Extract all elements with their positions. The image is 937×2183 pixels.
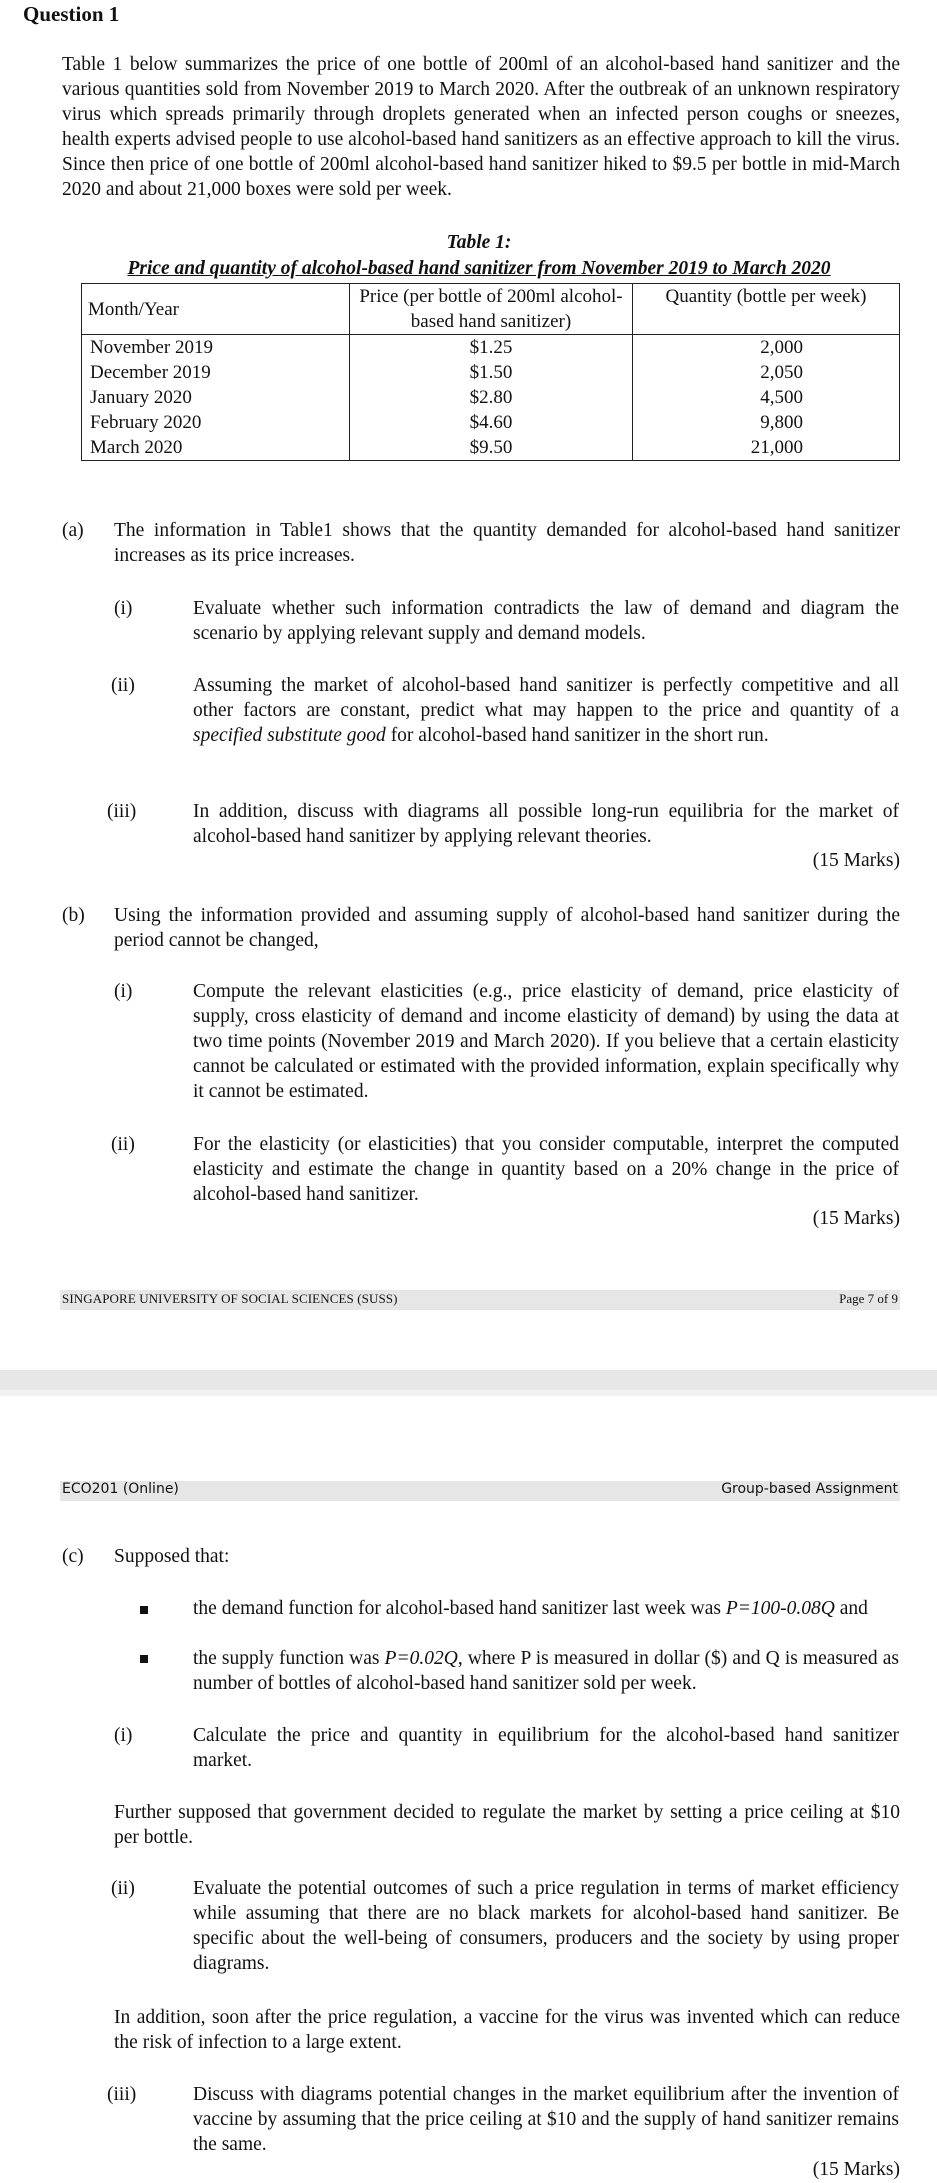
part-b-text: Using the information provided and assuming supply of alcohol-based hand sanitizer during the period cannot be changed,: [114, 905, 900, 951]
part-c-addition-text: In addition, soon after the price regulation, a vaccine for the virus was invented which can reduce the risk of infection to a large extent.: [114, 2007, 900, 2053]
header-course-code: ECO201 (Online): [62, 1481, 179, 1497]
header-assignment-type: Group-based Assignment: [721, 1481, 898, 1497]
table-label: Table 1:: [446, 232, 512, 253]
cell-quantity: 21,000: [633, 435, 900, 461]
part-c-ii-text: Evaluate the potential outcomes of such a price regulation in terms of market efficiency while assuming that there are no black markets for alcohol-based hand sanitizer. Be specific about the well-being of consumers, producers and the society by using proper diagrams.: [193, 1878, 899, 1974]
bullet-icon: [140, 1606, 148, 1614]
cell-month: February 2020: [82, 410, 350, 435]
part-c-i-label: (i): [114, 1725, 133, 1746]
cell-month: March 2020: [82, 435, 350, 461]
cell-price: $4.60: [350, 410, 633, 435]
bullet2-text: the supply function was: [193, 1648, 385, 1669]
part-c-iii-label: (iii): [107, 2084, 137, 2105]
part-c-text: Supposed that:: [114, 1546, 230, 1567]
substitute-good-emphasis: specified substitute good: [193, 725, 386, 746]
part-a-ii-text-1: Assuming the market of alcohol-based hand sanitizer is perfectly competitive and all other factors are constant, predict what may happen to the price and quantity of a: [193, 675, 899, 721]
table-row: [82, 385, 900, 410]
bullet1-text: the demand function for alcohol-based hand sanitizer last week was: [193, 1598, 726, 1619]
table-row: [82, 335, 900, 361]
cell-price: $2.80: [350, 385, 633, 410]
page-separator: [0, 1370, 937, 1390]
part-c-marks: (15 Marks): [812, 2159, 900, 2180]
part-c-ii-label: (ii): [111, 1878, 135, 1899]
part-c-iii-text: Discuss with diagrams potential changes in the market equilibrium after the invention of vaccine by assuming that the price ceiling at $10 and the supply of hand sanitizer remains the same.: [193, 2084, 899, 2155]
footer-page-number: Page 7 of 9: [839, 1291, 898, 1306]
table-header-row: [82, 284, 900, 335]
demand-equation: P=100-0.08Q: [725, 1598, 835, 1619]
part-a-i-label: (i): [114, 598, 133, 619]
table-title: [60, 230, 898, 282]
cell-quantity: 4,500: [633, 385, 900, 410]
table-row: [82, 435, 900, 461]
part-b-i-label: (i): [114, 981, 133, 1002]
cell-price: $9.50: [350, 435, 633, 461]
cell-price: $1.25: [350, 335, 633, 361]
part-a-ii-text-2: for alcohol-based hand sanitizer in the short run.: [385, 725, 769, 746]
cell-month: November 2019: [82, 335, 350, 361]
part-c-i-text: Calculate the price and quantity in equilibrium for the alcohol-based hand sanitizer market.: [193, 1725, 899, 1771]
part-a-label: (a): [62, 520, 84, 541]
header-month: Month/Year: [82, 284, 350, 335]
bullet2-tail: , where P is measured in dollar ($) and Q is measured as number of bottles of alcohol-based hand sanitizer sold per week.: [193, 1648, 899, 1694]
bullet-icon: [140, 1655, 148, 1663]
cell-quantity: 9,800: [633, 410, 900, 435]
part-a-iii-text: In addition, discuss with diagrams all possible long-run equilibria for the market of alcohol-based hand sanitizer by applying relevant theories.: [193, 801, 899, 847]
header-price: Price (per bottle of 200ml alcohol-based hand sanitizer): [350, 284, 633, 335]
table-row: [82, 360, 900, 385]
part-b-label: (b): [62, 905, 85, 926]
cell-month: January 2020: [82, 385, 350, 410]
price-quantity-table: [81, 283, 900, 461]
part-a-iii-label: (iii): [107, 801, 137, 822]
part-b-ii-text: For the elasticity (or elasticities) that you consider computable, interpret the computed elasticity and estimate the change in quantity based on a 20% change in the price of alcohol-based hand sanitizer.: [193, 1134, 899, 1205]
part-c-further-text: Further supposed that government decided to regulate the market by setting a price ceiling at $10 per bottle.: [114, 1802, 900, 1848]
part-a-text: The information in Table1 shows that the quantity demanded for alcohol-based hand sanitizer increases as its price increases.: [114, 520, 900, 566]
bullet1-tail: and: [834, 1598, 868, 1619]
part-a-ii-label: (ii): [111, 675, 135, 696]
cell-price: $1.50: [350, 360, 633, 385]
cell-month: December 2019: [82, 360, 350, 385]
part-a-marks: (15 Marks): [812, 850, 900, 871]
part-b-marks: (15 Marks): [812, 1208, 900, 1229]
page-8: [0, 1396, 937, 2183]
part-a-ii-text: [193, 673, 899, 748]
part-c-label: (c): [62, 1546, 84, 1567]
supply-function-bullet: [193, 1646, 899, 1696]
cell-quantity: 2,050: [633, 360, 900, 385]
part-b-i-text: Compute the relevant elasticities (e.g., price elasticity of demand, price elasticity of supply, cross elasticity of demand and income elasticity of demand) by using the data at two time points (November 2019 and March 2020). If you believe that a certain elasticity cannot be calculated or estimated with the provided information, explain specifically why it cannot be estimated.: [193, 981, 899, 1102]
demand-function-bullet: [193, 1596, 899, 1621]
footer-institution: SINGAPORE UNIVERSITY OF SOCIAL SCIENCES (SUSS): [62, 1291, 398, 1306]
part-a-i-text: Evaluate whether such information contradicts the law of demand and diagram the scenario by applying relevant supply and demand models.: [193, 598, 899, 644]
part-b-ii-label: (ii): [111, 1134, 135, 1155]
table-caption: Price and quantity of alcohol-based hand sanitizer from November 2019 to March 2020: [127, 258, 831, 279]
intro-paragraph: Table 1 below summarizes the price of one bottle of 200ml of an alcohol-based hand sanitizer and the various quantities sold from November 2019 to March 2020. After the outbreak of an unknown respiratory virus which spreads primarily through droplets generated when an infected person coughs or sneezes, health experts advised people to use alcohol-based hand sanitizers as an effective approach to kill the virus. Since then price of one bottle of 200ml alcohol-based hand sanitizer hiked to $9.5 per bottle in mid-March 2020 and about 21,000 boxes were sold per week.: [62, 54, 900, 200]
supply-equation: P=0.02Q: [384, 1648, 458, 1669]
question-title: Question 1: [23, 2, 120, 26]
cell-quantity: 2,000: [633, 335, 900, 361]
table-row: [82, 410, 900, 435]
header-quantity: Quantity (bottle per week): [633, 284, 900, 335]
